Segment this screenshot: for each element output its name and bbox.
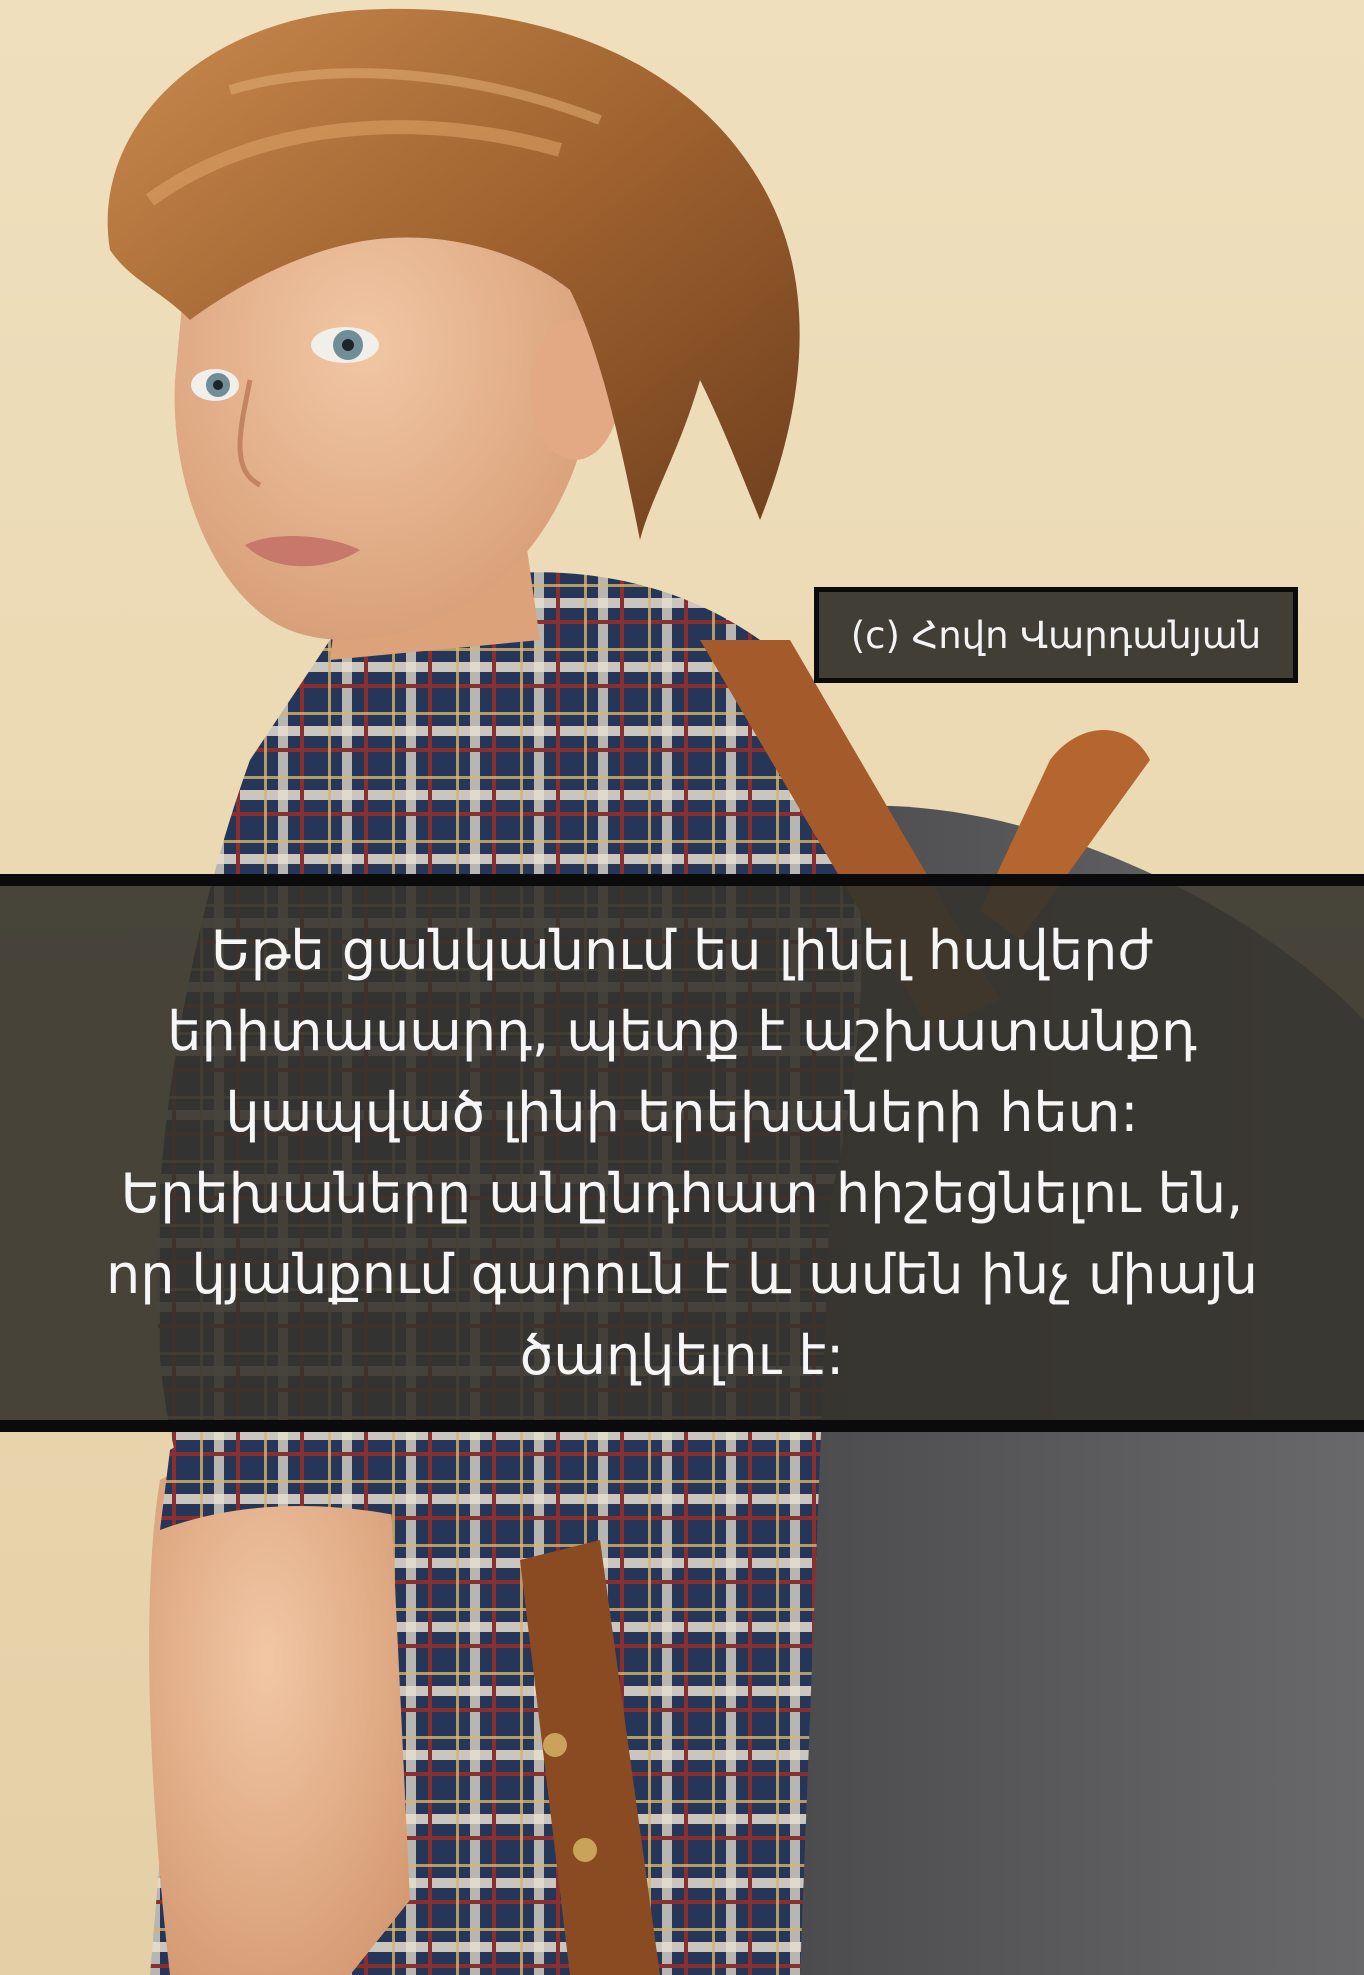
- author-credit-text: (c) Հովո Վարդանյան: [850, 613, 1262, 657]
- quote-line: որ կյանքում գարուն է և ամեն ինչ միայն: [106, 1243, 1258, 1306]
- quote-text: [22, 910, 1342, 1396]
- quote-line: Երեխաները անընդհատ հիշեցնելու են,: [120, 1162, 1244, 1225]
- author-credit: [814, 587, 1298, 683]
- quote-line: կապված լինի երեխաների հետ:: [225, 1081, 1139, 1144]
- quote-line: երիտասարդ, պետք է աշխատանքդ: [167, 1000, 1197, 1063]
- arm: [149, 1450, 410, 1975]
- quote-line: ծաղկելու է:: [519, 1324, 845, 1387]
- quote-overlay: [0, 874, 1364, 1432]
- quote-line: Եթե ցանկանում ես լինել հավերժ: [211, 919, 1153, 982]
